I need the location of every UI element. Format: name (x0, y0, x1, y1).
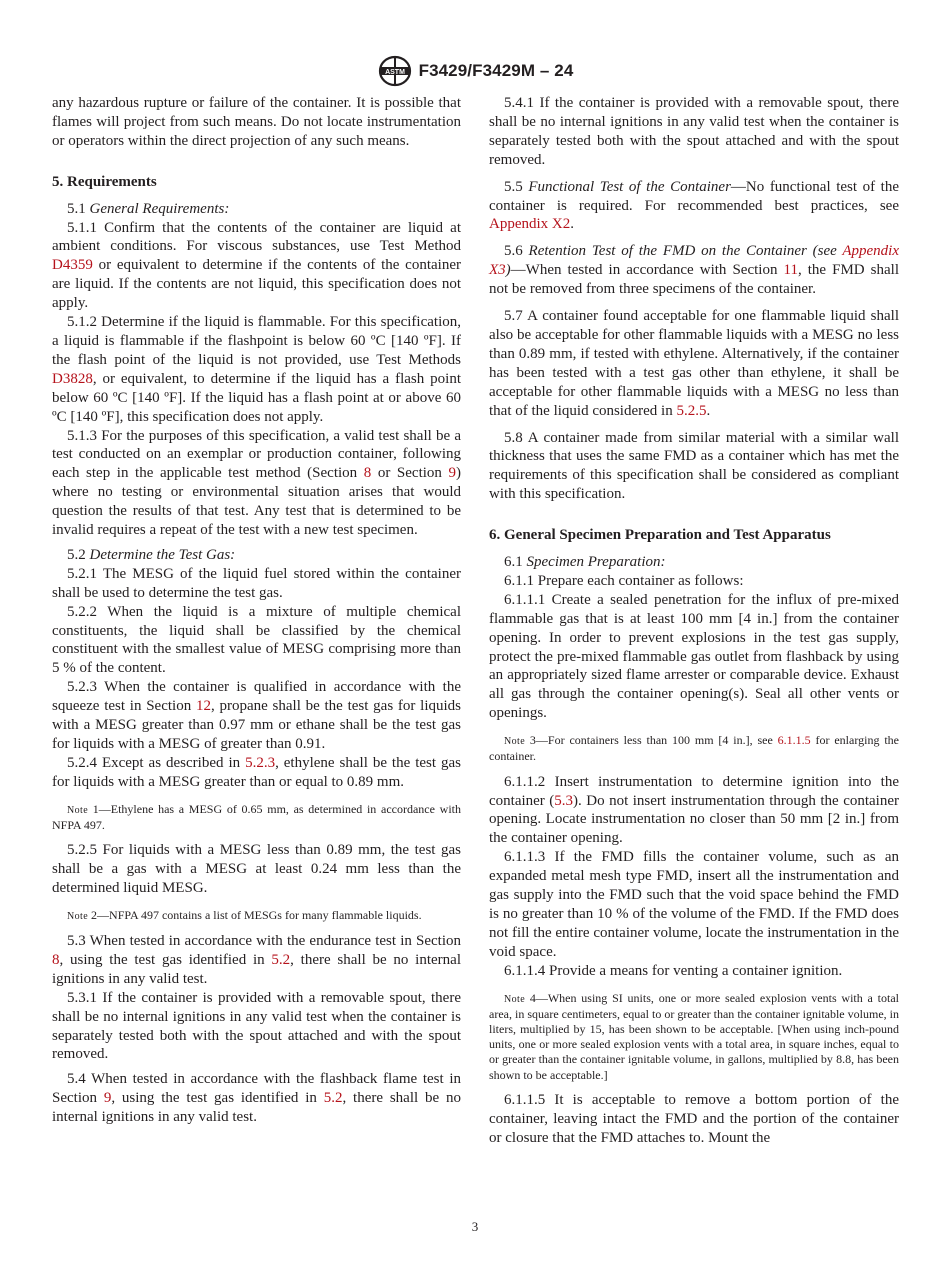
note-4: Note 4—When using SI units, one or more sealed explosion vents with a total area, in square centimeters, equal to or greater than the container ignitable volume, in liters, multiplied by 15, has been shown to be acceptable. [When using inch-pound units, one or more sealed explosion vents with a total area, in square inches, equal to or greater than the container ignitable volume, in gallons, multiplied by 8.8, has been shown to be acceptable.] (489, 990, 899, 1082)
paragraph-5-1: 5.1 General Requirements: (67, 200, 230, 217)
astm-logo-icon (377, 54, 413, 88)
ref-6-1-1-5-link[interactable]: 6.1.1.5 (777, 733, 811, 748)
paragraph-5-7: 5.7 A container found acceptable for one flammable liquid shall also be acceptable for other flammable liquids with a MESG no less than 0.89 mm, if tested with ethylene. Alternatively, if the container has been tested with a test gas other than ethylene, it shall be acceptable for other flammable liquids with a MESG no less than that of the liquid considered in 5.2.5. (489, 308, 899, 419)
ref-5-2-link[interactable]: 5.2 (271, 951, 291, 968)
left-column (52, 94, 461, 1127)
paragraph-6-1-1: 6.1.1 Prepare each container as follows: (504, 572, 744, 589)
section-heading-6: 6. General Specimen Preparation and Test Apparatus (489, 527, 831, 544)
ref-5-3-link[interactable]: 5.3 (554, 792, 574, 809)
note-2: Note 2—NFPA 497 contains a list of MESGs for many flammable liquids. (67, 907, 422, 922)
paragraph-6-1-1-2: 6.1.1.2 Insert instrumentation to determine ignition into the container (5.3). Do not insert instrumentation through the container opening. Locate instrumentation no closer than 50 mm [2 in.] from the container opening. (489, 773, 899, 847)
paragraph-6-1-1-1: 6.1.1.1 Create a sealed penetration for the influx of pre-mixed flammable gas that is at least 100 mm [4 in.] from the container opening. In order to prevent explosions in the test gas supply, protect the pre-mixed flammable gas outlet from flashback by using an appropriately sized flame arrester or comparable device. Exhaust all gas through the container opening(s). Seal all other vents or openings. (489, 591, 899, 722)
ref-section-8-link[interactable]: 8 (363, 465, 372, 482)
ref-section-11-link[interactable]: 11 (783, 262, 798, 279)
ref-appendix-x3-link[interactable]: Appendix X3 (489, 243, 899, 279)
ref-section-9-link[interactable]: 9 (103, 1090, 112, 1107)
paragraph-5-2-1: 5.2.1 The MESG of the liquid fuel stored within the container shall be used to determine the test gas. (52, 565, 461, 601)
paragraph-5-1-3: 5.1.3 For the purposes of this specification, a valid test shall be a test conducted on an exemplar or production container, following each step in the applicable test method (Section 8 or Section 9) where no testing or environmental situation arises that would question the results of that test. Any test that is determined to be invalid requires a repeat of the test with a new test specimen. (52, 427, 461, 539)
paragraph-5-4-1: 5.4.1 If the container is provided with a removable spout, there shall be no internal ignitions in any valid test when the container is separately tested both with the spout attached and with the spout removed. (489, 95, 899, 168)
svg-text:ASTM: ASTM (384, 69, 405, 76)
paragraph-6-1-1-4: 6.1.1.4 Provide a means for venting a container ignition. (504, 962, 843, 979)
ref-d4359-link[interactable]: D4359 (52, 257, 93, 274)
ref-appendix-x2-link[interactable]: Appendix X2 (489, 216, 571, 233)
paragraph-5-2-5: 5.2.5 For liquids with a MESG less than 0.89 mm, the test gas shall be a gas with a MESG at least 0.24 mm less than the determined liquid MESG. (52, 842, 461, 896)
ref-5-2-link[interactable]: 5.2 (323, 1090, 343, 1107)
ref-5-2-5-link[interactable]: 5.2.5 (676, 402, 707, 419)
designation: F3429/F3429M – 24 (418, 61, 574, 80)
ref-section-12-link[interactable]: 12 (195, 698, 211, 715)
paragraph-5-2-2: 5.2.2 When the liquid is a mixture of multiple chemical constituents, the liquid shall be classified by the chemical constituent with the smallest value of MESG comprising more than 5 % of the content. (52, 603, 461, 677)
note-1: Note 1—Ethylene has a MESG of 0.65 mm, as determined in accordance with NFPA 497. (52, 801, 461, 832)
ref-d3828-link[interactable]: D3828 (52, 370, 93, 387)
paragraph-5-4: 5.4 When tested in accordance with the flashback flame test in Section 9, using the test gas identified in 5.2, there shall be no internal ignitions in any valid test. (52, 1071, 461, 1126)
page-number: 3 (471, 1219, 479, 1234)
page-header (0, 54, 950, 88)
paragraph-5-8: 5.8 A container made from similar material with a similar wall thickness that uses the same FMD as a container which has met the requirements of this specification shall be considered as compliant with this specification. (489, 429, 899, 503)
paragraph-5-5: 5.5 Functional Test of the Container—No functional test of the container is required. For recommended best practices, see Appendix X2. (489, 178, 900, 233)
paragraph-5-1-2: 5.1.2 Determine if the liquid is flammable. For this specification, a liquid is flammable if the flashpoint is below 60 ºC [140 ºF]. If the flash point of the liquid is not provided, use Test Methods D3828, or equivalent, to determine if the liquid has a flash point below 60 ºC [140 ºF]. If the liquid has a flash point at or above 60 ºC [140 ºF], this specification does not apply. (52, 314, 461, 425)
paragraph-5-2-4: 5.2.4 Except as described in 5.2.3, ethylene shall be the test gas for liquids with a MESG greater than or equal to 0.89 mm. (52, 754, 461, 790)
section-heading-5: 5. Requirements (52, 173, 157, 190)
paragraph-5-3-1: 5.3.1 If the container is provided with a removable spout, there shall be no internal ignitions in any valid test when the container is separately tested both with the spout attached and with the spout removed. (52, 989, 461, 1063)
paragraph-5-6: 5.6 Retention Test of the FMD on the Container (see Appendix X3)—When tested in accordance with Section 11, the FMD shall not be removed from three specimens of the container. (489, 243, 899, 298)
paragraph-5-1-1: 5.1.1 Confirm that the contents of the container are liquid at ambient conditions. For viscous substances, use Test Method D4359 or equivalent to determine if the contents of the container are liquid. If the contents are not liquid, this specification does not apply. (52, 219, 461, 312)
paragraph-6-1-1-5: 6.1.1.5 It is acceptable to remove a bottom portion of the container, leaving intact the FMD and the portion of the container or closure that the FMD attaches to. Mount the (489, 1091, 899, 1146)
paragraph-5-2: 5.2 Determine the Test Gas: (67, 546, 236, 563)
paragraph-continued: any hazardous rupture or failure of the container. It is possible that flames will project from such means. Do not locate instrumentation or operators within the direct projection of any such means. (52, 95, 461, 149)
note-3: Note 3—For containers less than 100 mm [4 in.], see 6.1.1.5 for enlarging the container. (489, 733, 899, 764)
paragraph-5-2-3: 5.2.3 When the container is qualified in accordance with the squeeze test in Section 12, propane shall be the test gas for liquids with a MESG greater than 0.97 mm or ethane shall be the test gas for liquids with a MESG of greater than 0.91. (52, 679, 461, 752)
paragraph-6-1-1-3: 6.1.1.3 If the FMD fills the container volume, such as an expanded metal mesh type FMD, insert all the instrumentation and gas supply into the FMD such that the void space behind the FMD is no greater than 10 % of the volume of the FMD. If the FMD does not fill the entire container volume, locate the instrumentation in the void space. (489, 849, 899, 960)
paragraph-5-3: 5.3 When tested in accordance with the endurance test in Section 8, using the test gas identified in 5.2, there shall be no internal ignitions in any valid test. (52, 933, 462, 987)
right-column (489, 94, 899, 1148)
ref-5-2-3-link[interactable]: 5.2.3 (245, 754, 276, 771)
paragraph-6-1: 6.1 Specimen Preparation: (504, 554, 666, 571)
ref-section-8-link[interactable]: 8 (52, 951, 60, 968)
ref-section-9-link[interactable]: 9 (448, 465, 456, 482)
